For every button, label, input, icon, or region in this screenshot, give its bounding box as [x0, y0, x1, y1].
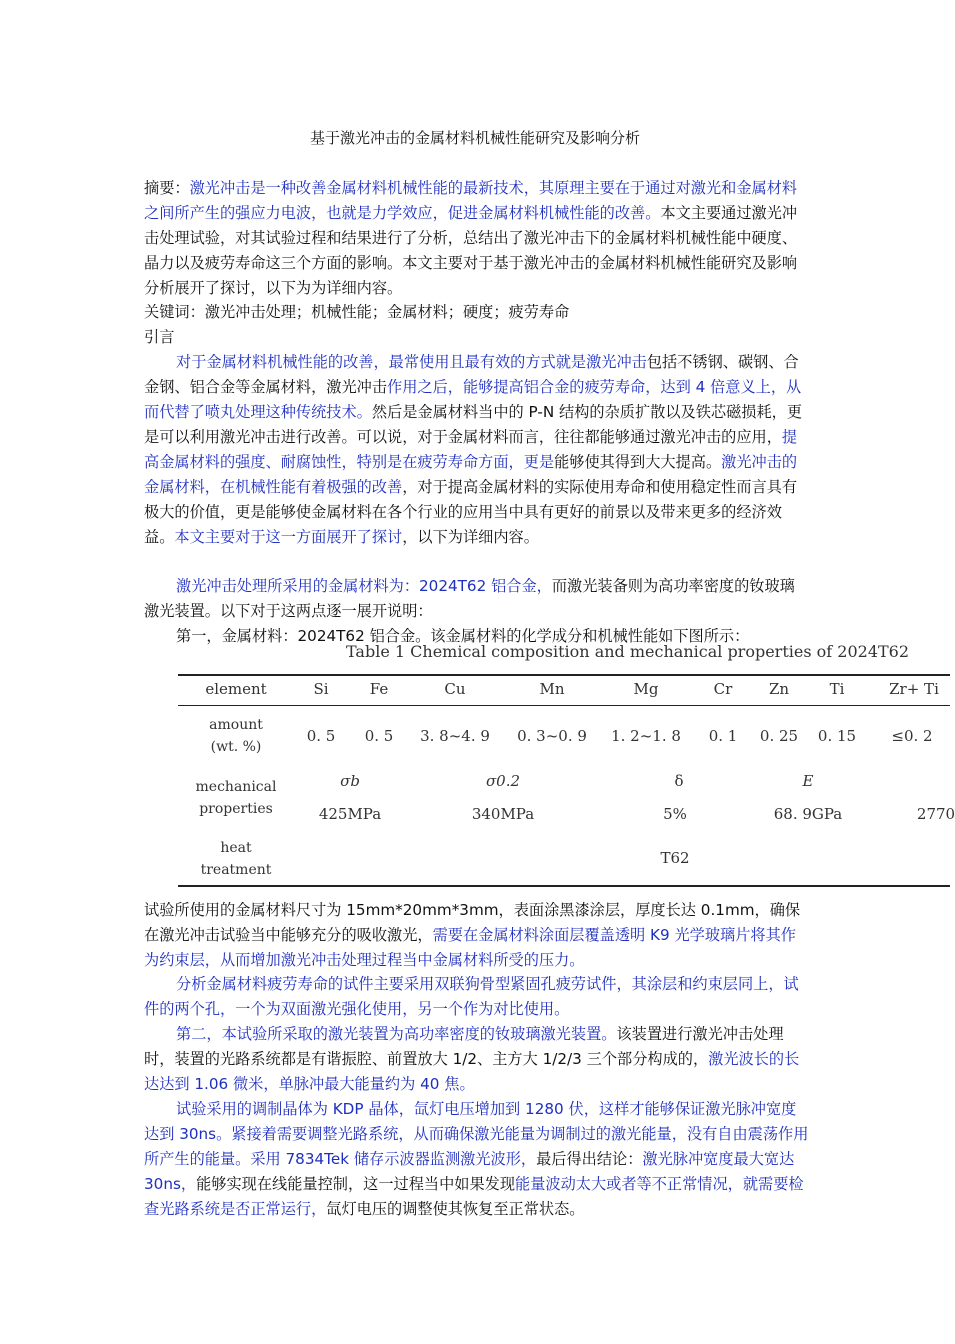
heat-label-line1: heat: [220, 840, 252, 856]
modulation-r2: 能够实现在线能量控制，这一过程当中如果发现: [196, 1175, 515, 1193]
amount-si: 0. 5: [306, 727, 336, 745]
value-density: 2770: [916, 805, 955, 823]
amount-cr: 0. 1: [708, 727, 738, 745]
symbol-sigma-b: σb: [340, 772, 360, 790]
symbol-delta: δ: [674, 772, 684, 790]
table-top-rule: [178, 674, 950, 676]
amount-mg: 1. 2~1. 8: [611, 727, 681, 745]
abstract-text: 本文主要通过激光冲击处理试验，对其试验过程和结果进行了分析，总结出了激光冲击下的金属材料机械性能中硬度、晶力以及疲劳寿命这三个方面的影响。本文主要对于基于激光冲击的金属材料机械性能研究及影响分析展开了探讨，以下为为详细内容。: [144, 204, 798, 297]
intro-s3: 作用之后，能够提高铝合金的疲劳寿命，达到 4 倍意义上，从而代替了喷丸处理这种传统技术。: [144, 378, 802, 421]
mechanical-label-line2: properties: [199, 801, 273, 817]
amount-zr-ti: ≤0. 2: [891, 727, 933, 745]
symbol-sigma-02: σ0.2: [485, 772, 521, 790]
modulation-paragraph: [144, 1097, 810, 1222]
material-text: 而激光装备则为高功率密度的钕玻璃激光装置。以下对于这两点逐一展开说明：: [144, 577, 795, 620]
heat-treatment-value: T62: [660, 849, 690, 867]
laser-wavelength-highlight: 激光波长的长达达到 1.06 微米，单脉冲最大能量约为 40 焦。: [144, 1050, 800, 1093]
heat-label-line2: treatment: [200, 862, 272, 878]
table-caption: Table 1 Chemical composition and mechanical properties of 2024T62: [346, 642, 910, 661]
intro-s1: 对于金属材料机械性能的改善，最常使用且最有效的方式就是激光冲击: [176, 353, 647, 371]
page-title: 基于激光冲击的金属材料机械性能研究及影响分析: [309, 129, 640, 147]
header-cu: Cu: [444, 680, 466, 698]
specimen-paragraph: [144, 898, 810, 973]
amount-fe: 0. 5: [364, 727, 394, 745]
amount-label-line1: amount: [209, 717, 263, 733]
value-e: 68. 9GPa: [773, 805, 843, 823]
intro-s2: 包括不锈钢、碳钢、合金钢、铝合金等金属材料，激光冲击: [144, 353, 799, 396]
abstract-label: 摘要：: [144, 179, 190, 197]
intro-s9: 本文主要对于这一方面展开了探讨: [174, 528, 403, 546]
intro-s8: ，对于提高金属材料的实际使用寿命和使用稳定性而言具有极大的价值，更是能够使金属材料在各个行业的应用当中具有更好的前景以及带来更多的经济效益。: [144, 478, 798, 546]
amount-label-line2: (wt. %): [210, 739, 262, 755]
amount-cu: 3. 8~4. 9: [420, 727, 490, 745]
symbol-e: E: [802, 772, 814, 790]
header-element: element: [205, 680, 267, 698]
header-cr: Cr: [713, 680, 733, 698]
amount-ti: 0. 15: [817, 727, 857, 745]
mechanical-label: [196, 776, 277, 820]
value-sigma-02: 340MPa: [471, 805, 535, 823]
table-bottom-rule: [178, 885, 950, 887]
material-paragraph: [144, 574, 810, 624]
value-sigma-b: 425MPa: [318, 805, 382, 823]
fatigue-paragraph: 分析金属材料疲劳寿命的试件主要采用双联狗骨型紧固孔疲劳试件，其涂层和约束层同上，试件的两个孔，一个为双面激光强化使用，另一个作为对比使用。: [144, 975, 799, 1018]
keywords-line: 关键词：激光冲击处理；机械性能；金属材料；硬度；疲劳寿命: [144, 303, 570, 321]
modulation-b3: 能量波动太大或者等不正常情况，就需要检查光路系统是否正常运行，: [144, 1175, 804, 1218]
modulation-b2: 激光脉冲宽度最大宽达 30ns，: [144, 1150, 795, 1193]
header-si: Si: [313, 680, 329, 698]
abstract-highlight: 激光冲击是一种改善金属材料机械性能的最新技术，其原理主要在于通过对激光和金属材料之间所产生的强应力电波，也就是力学效应，促进金属材料机械性能的改善。: [144, 179, 798, 222]
header-fe: Fe: [369, 680, 389, 698]
intro-s10: ，以下为详细内容。: [402, 528, 539, 546]
amount-label: [209, 714, 263, 758]
intro-s6: 能够使其得到大大提高。: [554, 453, 722, 471]
intro-s7: 激光冲击的金属材料，在机械性能有着极强的改善: [144, 453, 798, 496]
header-ti: Ti: [829, 680, 845, 698]
header-mg: Mg: [633, 680, 659, 698]
table-header-rule: [178, 705, 950, 706]
header-zr-ti: Zr+ Ti: [889, 680, 939, 698]
composition-table: [178, 642, 955, 892]
intro-paragraph: [144, 350, 810, 550]
intro-s5: 提高金属材料的强度、耐腐蚀性，特别是在疲劳寿命方面，更是: [144, 428, 798, 471]
laser-device-text: 该装置进行激光冲击处理时，装置的光路系统都是有谐振腔、前置放大 1/2、主方大 1/2/3 三个部分构成的，: [144, 1025, 784, 1068]
modulation-r1: 最后得出结论：: [536, 1150, 643, 1168]
intro-s4: 然后是金属材料当中的 P-N 结构的杂质扩散以及铁芯磁损耗，更是可以利用激光冲击进行改善。可以说，对于金属材料而言，往往都能够通过激光冲击的应用，: [144, 403, 803, 446]
abstract-paragraph: [144, 176, 810, 301]
value-delta: 5%: [663, 805, 687, 823]
header-zn: Zn: [768, 680, 790, 698]
laser-device-paragraph: [144, 1022, 810, 1097]
material-highlight: 激光冲击处理所采用的金属材料为：2024T62 铝合金，: [176, 577, 552, 595]
heat-treatment-label: [201, 837, 272, 881]
specimen-text: 试验所使用的金属材料尺寸为 15mm*20mm*3mm，表面涂黑漆涂层，厚度长达 0.1mm，确保在激光冲击试验当中能够充分的吸收激光，: [144, 901, 801, 944]
intro-heading: 引言: [144, 328, 175, 346]
mechanical-label-line1: mechanical: [195, 779, 277, 795]
first-point-line: 第一，金属材料：2024T62 铝合金。该金属材料的化学成分和机械性能如下图所示：: [176, 627, 750, 645]
modulation-b1: 试验采用的调制晶体为 KDP 晶体，氙灯电压增加到 1280 伏，这样才能够保证激光脉冲宽度达到 30ns。紧接着需要调整光路系统，从而确保激光能量为调制过的激光能量，没有自由震荡作用所产生的能量。采用 7834Tek 储存示波器监测激光波形，: [144, 1100, 809, 1168]
specimen-highlight: 需要在金属材料涂面层覆盖透明 K9 光学玻璃片将其作为约束层，从而增加激光冲击处理过程当中金属材料所受的压力。: [144, 926, 796, 969]
amount-mn: 0. 3~0. 9: [517, 727, 587, 745]
amount-zn: 0. 25: [759, 727, 799, 745]
laser-device-highlight: 第二，本试验所采取的激光装置为高功率密度的钕玻璃激光装置。: [176, 1025, 617, 1043]
modulation-r3: 氙灯电压的调整使其恢复至正常状态。: [326, 1200, 585, 1218]
header-mn: Mn: [539, 680, 565, 698]
